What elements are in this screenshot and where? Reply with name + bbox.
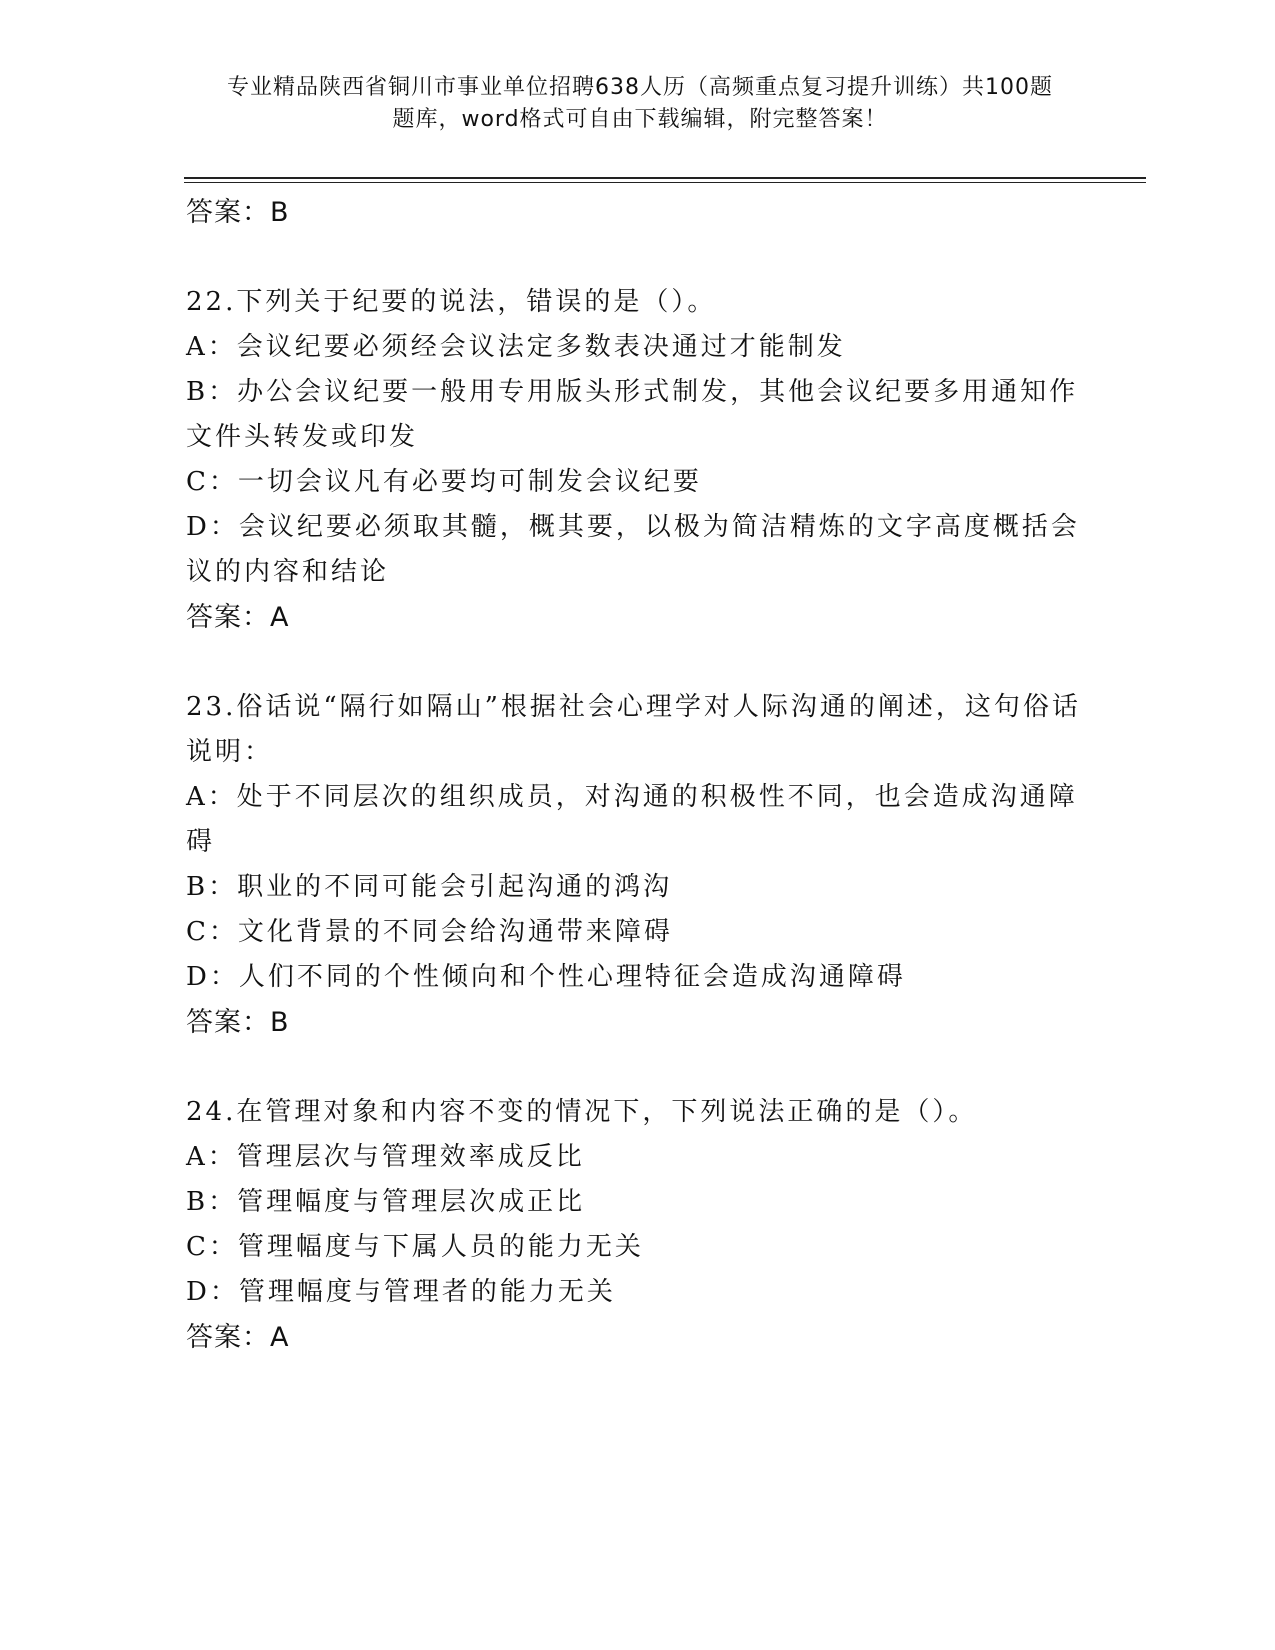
document-body (186, 190, 1086, 1360)
previous-answer: 答案：B (186, 197, 290, 228)
option-d: D：管理幅度与管理者的能力无关 (186, 1277, 616, 1307)
header-divider-thick (184, 177, 1146, 179)
option-a: A：管理层次与管理效率成反比 (186, 1142, 585, 1172)
option-b: B：管理幅度与管理层次成正比 (186, 1187, 586, 1217)
question-block-22 (186, 280, 1086, 640)
answer-label: 答案：B (186, 1007, 290, 1038)
header-title-line-1: 专业精品陕西省铜川市事业单位招聘638人历（高频重点复习提升训练）共100题 (227, 75, 1053, 100)
document-header (180, 72, 1100, 136)
option-a: A：处于不同层次的组织成员，对沟通的积极性不同，也会造成沟通障碍 (186, 782, 1078, 857)
option-a: A：会议纪要必须经会议法定多数表决通过才能制发 (186, 332, 846, 362)
option-d: D：人们不同的个性倾向和个性心理特征会造成沟通障碍 (186, 962, 906, 992)
header-title-line-2: 题库，word格式可自由下载编辑，附完整答案！ (392, 107, 888, 132)
question-block-23 (186, 685, 1086, 1045)
question-text: 22.下列关于纪要的说法，错误的是（）。 (186, 287, 717, 317)
option-b: B：办公会议纪要一般用专用版头形式制发，其他会议纪要多用通知作文件头转发或印发 (186, 377, 1079, 452)
spacer (186, 235, 1086, 280)
spacer (186, 1045, 1086, 1090)
option-d: D：会议纪要必须取其髓，概其要，以极为简洁精炼的文字高度概括会议的内容和结论 (186, 512, 1080, 587)
option-b: B：职业的不同可能会引起沟通的鸿沟 (186, 872, 673, 902)
header-divider-thin (184, 182, 1146, 183)
question-text: 24.在管理对象和内容不变的情况下，下列说法正确的是（）。 (186, 1097, 978, 1127)
question-block-24 (186, 1090, 1086, 1360)
option-c: C：文化背景的不同会给沟通带来障碍 (186, 917, 673, 947)
option-c: C：一切会议凡有必要均可制发会议纪要 (186, 467, 702, 497)
spacer (186, 640, 1086, 685)
answer-label: 答案：A (186, 602, 290, 633)
question-text: 23.俗话说“隔行如隔山”根据社会心理学对人际沟通的阐述，这句俗话说明： (186, 692, 1081, 767)
option-c: C：管理幅度与下属人员的能力无关 (186, 1232, 644, 1262)
answer-label: 答案：A (186, 1322, 290, 1353)
